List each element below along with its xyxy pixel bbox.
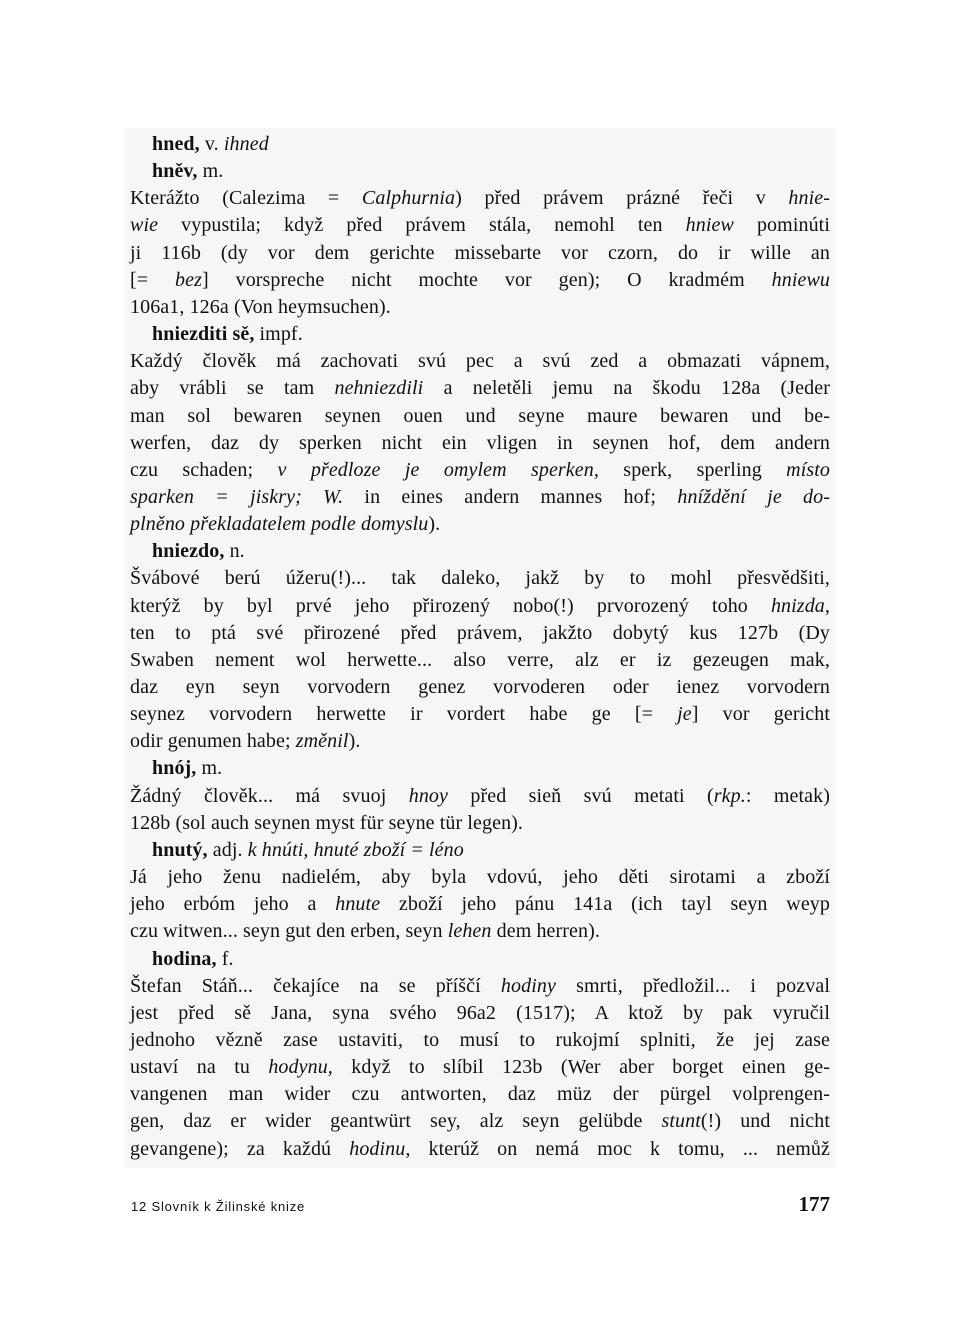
- text-segment: ustaví na tu: [130, 1056, 269, 1079]
- text-segment: jednoho vězně zase ustaviti, to musí to rukojmí splniti, že jej zase: [130, 1028, 830, 1051]
- text-segment: před sieň svú metati (: [448, 784, 714, 807]
- text-segment: adj.: [207, 838, 248, 861]
- entry-text-line: [130, 294, 830, 321]
- text-segment: daz eyn seyn vorvodern genez vorvoderen oder ienez vorvodern: [130, 676, 830, 698]
- text-segment: Swaben nement wol herwette... also verre, alz er iz gezeugen mak,: [130, 648, 830, 671]
- text-segment: gevangene); za každú: [130, 1137, 350, 1160]
- entry-text-line: [130, 511, 830, 538]
- text-segment: vangenen man wider czu antworten, daz müz der pürgel volprengen-: [130, 1083, 830, 1106]
- italic-text: místo: [786, 458, 830, 481]
- entry-text-line: [130, 1081, 830, 1108]
- text-segment: impf.: [254, 323, 303, 345]
- italic-text: v předloze je omylem sperken,: [277, 458, 599, 481]
- text-segment: in eines andern mannes hof;: [343, 485, 678, 508]
- text-segment: ten to ptá své přirozené před právem, jakžto dobytý kus 127b (Dy: [130, 621, 830, 644]
- entry-headword-line: [152, 131, 830, 158]
- text-segment: (!) und nicht: [700, 1110, 830, 1133]
- italic-text: Calphurnia: [361, 187, 456, 210]
- text-segment: Žádný člověk... má svuoj: [130, 784, 409, 807]
- page-number: 177: [798, 1192, 830, 1216]
- italic-text: k hnúti, hnuté zboží = léno: [247, 838, 464, 861]
- entry-text-line: [130, 593, 830, 620]
- entry-text-line: [130, 565, 830, 592]
- text-segment: ).: [428, 513, 441, 536]
- text-segment: pominúti: [733, 214, 830, 237]
- italic-text: rkp.: [713, 784, 746, 807]
- text-segment: Švábové berú úžeru(!)... tak daleko, jakž by to mohl přesvědšiti,: [130, 567, 830, 590]
- text-segment: vypustila; když před právem stála, nemohl ten: [158, 214, 686, 237]
- text-segment: Kterážto (Calezima =: [130, 187, 362, 210]
- italic-text: hniewu: [771, 268, 830, 291]
- entry-headword-line: [152, 837, 830, 864]
- entry-text-line: [130, 430, 830, 457]
- italic-text: hodynu,: [268, 1056, 333, 1079]
- text-segment: aby vrábli se tam: [130, 377, 335, 400]
- text-segment: man sol bewaren seynen ouen und seyne maure bewaren und be-: [130, 404, 830, 427]
- text-segment: smrti, předložil... i pozval: [555, 974, 830, 997]
- text-segment: ji 116b (dy vor dem gerichte missebarte vor czorn, do ir wille an: [130, 241, 830, 264]
- text-segment: zboží jeho pánu 141a (ich tayl seyn weyp: [380, 893, 831, 916]
- italic-text: změnil: [295, 730, 349, 753]
- text-segment: jeho erbóm jeho a: [130, 893, 336, 916]
- text-segment: 128b (sol auch seynen myst für seyne tür legen).: [130, 811, 524, 834]
- signature-mark: 12 Slovník k Žilinské knize: [131, 1199, 306, 1214]
- text-segment: Každý člověk má zachovati svú pec a svú zed a obmazati vápnem,: [130, 350, 830, 373]
- italic-text: hodiny: [500, 974, 556, 997]
- text-segment: když to slíbil 123b (Wer aber borget einen ge-: [332, 1056, 830, 1079]
- text-segment: 106a1, 126a (Von heymsuchen).: [130, 295, 391, 318]
- text-segment: sperk, sperling: [598, 458, 787, 481]
- headword: hněv,: [152, 160, 198, 183]
- text-segment: m.: [196, 757, 223, 780]
- entry-text-line: [130, 457, 830, 484]
- italic-text: hnizda,: [770, 594, 830, 617]
- entry-text-line: [130, 891, 830, 918]
- entry-text-line: [130, 212, 830, 239]
- italic-text: lehen: [447, 920, 492, 943]
- headword: hniezdo,: [152, 540, 225, 563]
- italic-text: nehniezdili: [334, 377, 424, 400]
- entry-text-line: [130, 267, 830, 294]
- entry-text-line: [130, 348, 830, 375]
- entry-text-line: [130, 403, 830, 430]
- entry-text-line: [130, 375, 830, 402]
- text-segment: ).: [348, 730, 361, 753]
- entry-text-line: [130, 1136, 830, 1163]
- italic-text: ihned: [223, 133, 269, 155]
- entry-text-line: [130, 701, 830, 728]
- italic-text: sparken = jiskry; W.: [130, 485, 344, 508]
- text-segment: : metak): [745, 784, 830, 807]
- italic-text: wie: [130, 214, 159, 237]
- text-segment: v.: [199, 133, 224, 155]
- text-segment: czu schaden;: [130, 458, 278, 481]
- entry-text-line: [130, 1054, 830, 1081]
- text-segment: n.: [224, 540, 245, 563]
- entry-text-line: [130, 1027, 830, 1054]
- headword: hodina,: [152, 947, 217, 970]
- text-segment: ) před právem prázné řeči v: [455, 187, 789, 210]
- entry-text-line: [130, 185, 830, 212]
- headword: hnój,: [152, 757, 197, 780]
- entry-text-line: [130, 674, 830, 701]
- italic-text: je: [677, 703, 692, 726]
- entry-text-line: [130, 620, 830, 647]
- italic-text: hnoy: [408, 784, 448, 807]
- entry-text-line: [130, 647, 830, 674]
- italic-text: hodinu,: [349, 1137, 411, 1160]
- entry-headword-line: [152, 321, 830, 348]
- text-segment: ] vorspreche nicht mochte vor gen); O kradmém: [201, 268, 772, 291]
- entry-text-line: [130, 240, 830, 267]
- entry-headword-line: [152, 158, 830, 185]
- headword: hned,: [152, 133, 200, 155]
- text-segment: m.: [197, 160, 224, 183]
- entry-text-line: [130, 484, 830, 511]
- text-segment: jest před sě Jana, syna svého 96a2 (1517); A ktož by pak vyručil: [130, 1001, 830, 1024]
- italic-text: plněno překladatelem podle domyslu: [130, 513, 429, 536]
- entry-headword-line: [152, 946, 830, 973]
- italic-text: hnute: [335, 893, 381, 916]
- entry-text-line: [130, 1108, 830, 1135]
- italic-text: stunt: [661, 1110, 701, 1133]
- entry-text-line: [130, 973, 830, 1000]
- text-segment: ] vor gericht: [691, 703, 830, 726]
- entry-text-line: [130, 864, 830, 891]
- text-segment: dem herren).: [491, 920, 600, 943]
- entry-text-line: [130, 728, 830, 755]
- text-segment: odir genumen habe;: [130, 730, 296, 753]
- text-segment: gen, daz er wider geantwürt sey, alz seyn gelübde: [130, 1110, 662, 1133]
- italic-text: hniew: [685, 214, 734, 237]
- entry-text-line: [130, 1000, 830, 1027]
- entry-text-line: [130, 918, 830, 945]
- entry-text-line: [130, 783, 830, 810]
- text-segment: Štefan Stáň... čekajíce na se příščí: [130, 974, 501, 997]
- headword: hniezditi sě,: [152, 323, 255, 345]
- text-segment: werfen, daz dy sperken nicht ein vligen in seynen hof, dem andern: [130, 431, 830, 454]
- text-segment: a neletěli jemu na škodu 128a (Jeder: [423, 377, 830, 400]
- italic-text: hnie-: [788, 187, 831, 210]
- entry-headword-line: [152, 538, 830, 565]
- headword: hnutý,: [152, 838, 208, 861]
- text-segment: seynez vorvodern herwette ir vordert habe ge [=: [130, 703, 678, 726]
- text-segment: kterúž on nemá moc k tomu, ... nemůž: [410, 1137, 830, 1160]
- entry-headword-line: [152, 755, 830, 782]
- text-segment: f.: [216, 947, 234, 970]
- entry-text-line: [130, 810, 830, 837]
- text-segment: kterýž by byl prvé jeho přirozený nobo(!) prvorozený toho: [130, 594, 771, 617]
- text-segment: [=: [130, 268, 175, 291]
- italic-text: bez: [175, 268, 202, 291]
- text-segment: Já jeho ženu nadielém, aby byla vdovú, jeho děti sirotami a zboží: [130, 866, 830, 888]
- italic-text: hníždění je do-: [677, 485, 831, 508]
- text-segment: czu witwen... seyn gut den erben, seyn: [130, 920, 448, 943]
